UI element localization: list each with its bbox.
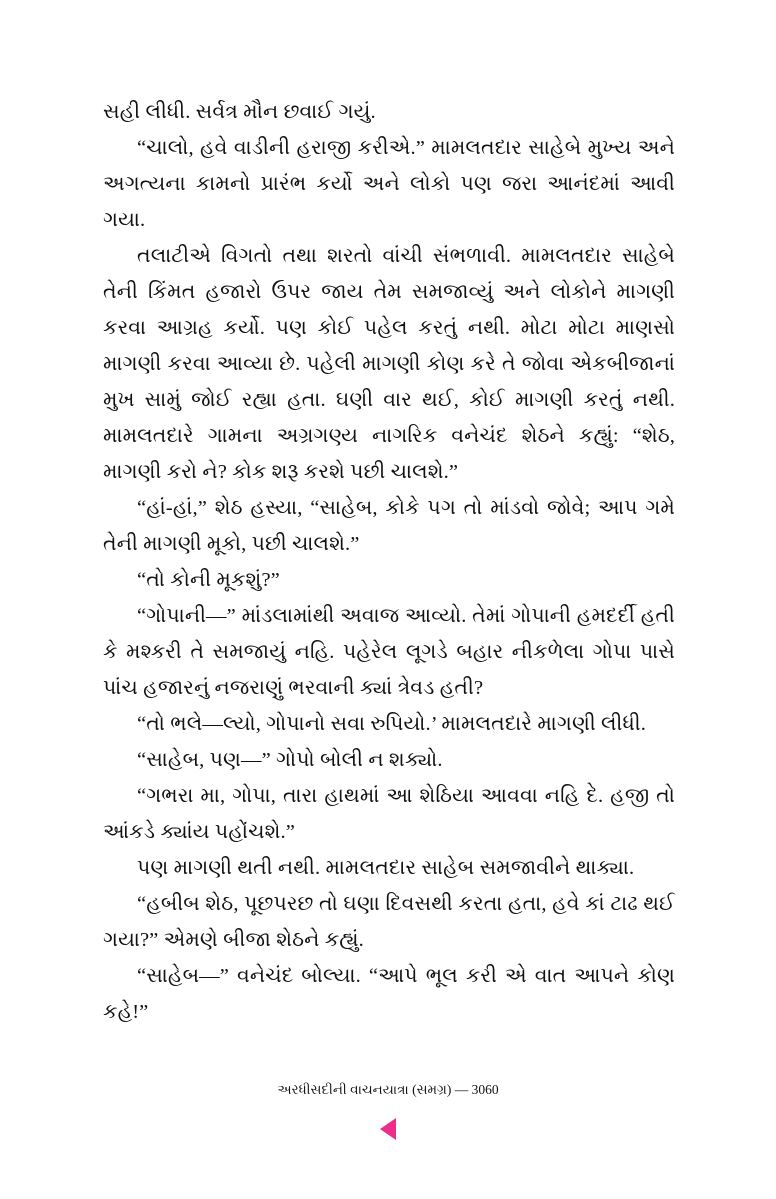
navigation-bar	[0, 1118, 776, 1140]
paragraph: તલાટીએ વિગતો તથા શરતો વાંચી સંભળાવી. મામલતદાર સાહેબે તેની કિંમત હજારો ઉપર જાય તેમ સમજાવ્યું અને લોકોને માગણી કરવા આગ્રહ કર્યો. પણ કોઈ પહેલ કરતું નથી. મોટા મોટા માણસો માગણી કરવા આવ્યા છે. પહેલી માગણી કોણ કરે તે જોવા એકબીજાનાં મુખ સામું જોઈ રહ્યા હતા. ઘણી વાર થઈ, કોઈ માગણી કરતું નથી. મામલતદારે ગામના અગ્રગણ્ય નાગરિક વનેચંદ શેઠને કહ્યું: “શેઠ, માગણી કરો ને? કોક શરૂ કરશે પછી ચાલશે.”	[103, 245, 675, 483]
paragraph: “હબીબ શેઠ, પૂછપરછ તો ઘણા દિવસથી કરતા હતા, હવે કાં ટાઢ થઈ ગયા?” એમણે બીજા શેઠને કહ્યું.	[103, 893, 675, 951]
play-left-triangle-icon[interactable]	[380, 1118, 396, 1140]
paragraph: પણ માગણી થતી નથી. મામલતદાર સાહેબ સમજાવીને થાક્યા.	[137, 857, 635, 879]
page-body-text	[103, 94, 675, 1030]
paragraph: “હાં-હાં,” શેઠ હસ્યા, “સાહેબ, કોકે પગ તો માંડવો જોવે; આપ ગમે તેની માગણી મૂકો, પછી ચાલશે.”	[103, 497, 675, 555]
paragraph: “ચાલો, હવે વાડીની હરાજી કરીએ.” મામલતદાર સાહેબે મુખ્ય અને અગત્યના કામનો પ્રારંભ કર્યો અને લોકો પણ જરા આનંદમાં આવી ગયા.	[103, 137, 675, 231]
paragraph: “સાહેબ, પણ—” ગોપો બોલી ન શક્યો.	[137, 749, 443, 771]
paragraph: “ગભરા મા, ગોપા, તારા હાથમાં આ શેઠિયા આવવા નહિ દે. હજી તો આંકડે ક્યાંય પહોંચશે.”	[103, 785, 675, 843]
paragraph: “ગોપાની—” માંડલામાંથી અવાજ આવ્યો. તેમાં ગોપાની હમદર્દી હતી કે મશ્કરી તે સમજાયું નહિ. પહેરેલ લૂગડે બહાર નીકળેલા ગોપા પાસે પાંચ હજારનું નજરાણું ભરવાની ક્યાં ત્રેવડ હતી?	[103, 605, 675, 699]
paragraph: “સાહેબ—” વનેચંદ બોલ્યા. “આપે ભૂલ કરી એ વાત આપને કોણ કહે!”	[103, 965, 675, 1023]
paragraph: “તો કોની મૂકશું?”	[137, 569, 280, 591]
page-footer: અરધીસદીની વાચનયાત્રા (સમગ્ર) — 3060	[277, 1082, 499, 1097]
paragraph: “તો ભલે—લ્યો, ગોપાનો સવા રુપિયો.’ મામલતદારે માગણી લીધી.	[137, 713, 646, 735]
paragraph: સહી લીધી. સર્વત્ર મૌન છવાઈ ગયું.	[103, 101, 376, 123]
